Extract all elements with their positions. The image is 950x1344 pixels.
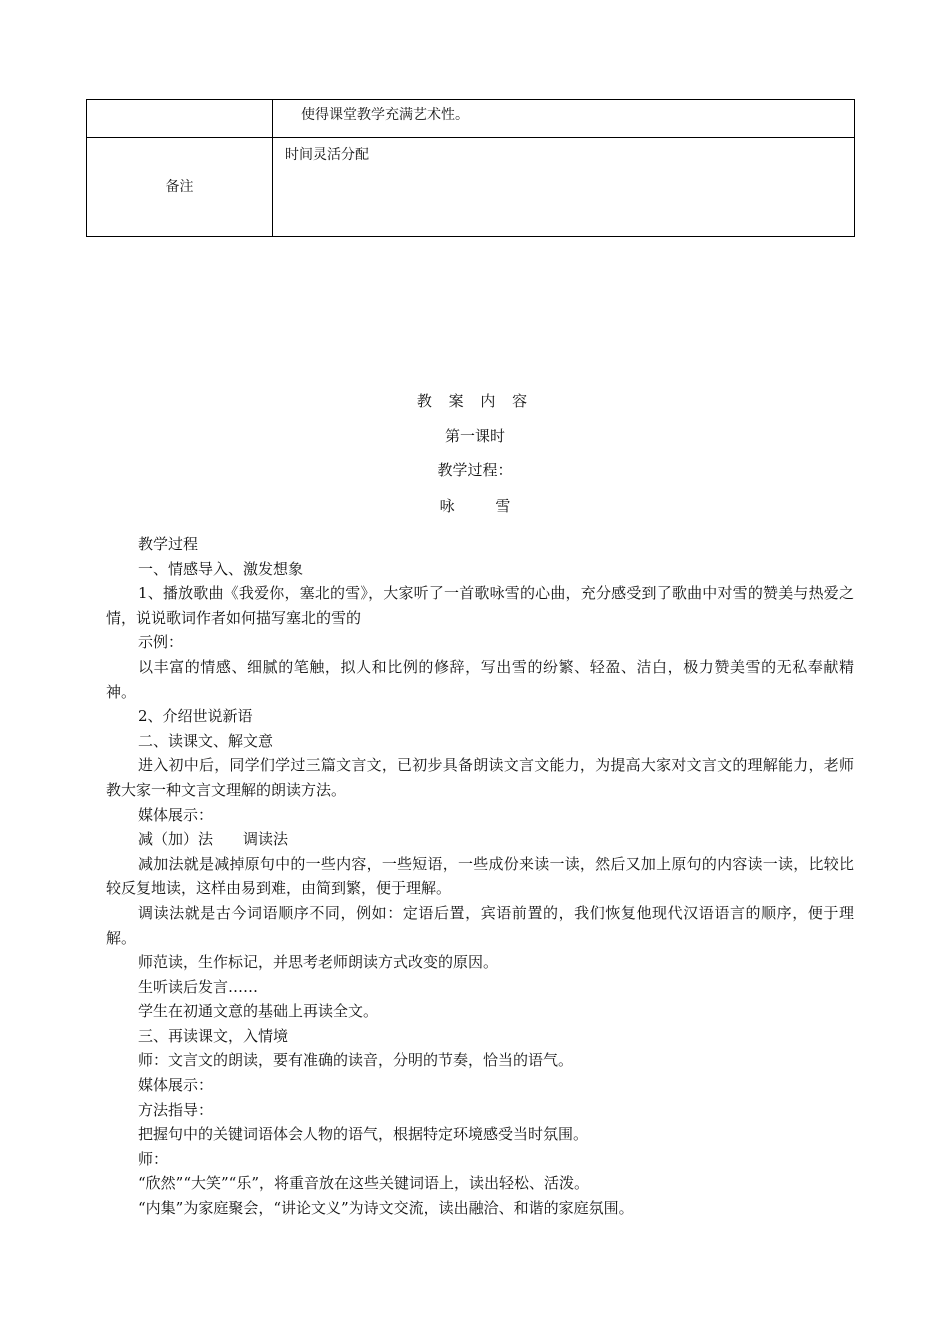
table-row (87, 138, 855, 237)
table-content-text: 使得课堂教学充满艺术性。 (301, 107, 469, 123)
notes-label: 备注 (165, 179, 194, 195)
paragraph: 把握句中的关键词语体会人物的语气，根据特定环境感受当时氛围。 (138, 1125, 589, 1144)
table-label-cell (87, 100, 273, 138)
paragraph: “内集”为家庭聚会，“讲论文义”为诗文交流，读出融洽、和谐的家庭氛围。 (138, 1199, 634, 1218)
paragraph: 媒体展示： (138, 805, 214, 824)
notes-content: 时间灵活分配 (285, 147, 369, 163)
main-heading: 教 案 内 容 (416, 392, 534, 410)
paragraph: 示例： (138, 633, 184, 652)
paragraph: 1、播放歌曲《我爱你，塞北的雪》，大家听了一首歌咏雪的心曲，充分感受到了歌曲中对雪的赞美与热爱之情，说说歌词作者如何描写塞北的雪的 (106, 584, 854, 627)
paragraph: “欣然”“大笑”“乐”，将重音放在这些关键词语上，读出轻松、活泼。 (138, 1174, 590, 1193)
lesson-body (106, 532, 854, 1221)
paragraph: 教学过程 (138, 535, 199, 553)
process-heading: 教学过程： (437, 461, 513, 479)
notes-content-cell (273, 138, 855, 237)
lesson-heading: 第一课时 (444, 427, 505, 445)
lesson-info-table (86, 99, 855, 237)
paragraph: 以丰富的情感、细腻的笔触，拟人和比例的修辞，写出雪的纷繁、轻盈、洁白，极力赞美雪的无私奉献精神。 (106, 657, 854, 701)
paragraph: 二、读课文、解文意 (138, 731, 274, 750)
paragraph: 媒体展示： (138, 1076, 214, 1095)
table-row (87, 100, 855, 138)
paragraph: 减加法就是减掉原句中的一些内容，一些短语，一些成份来读一读，然后又加上原句的内容读一读，比较比较反复地读，这样由易到难，由简到繁，便于理解。 (106, 854, 854, 898)
paragraph: 师：文言文的朗读，要有准确的读音，分明的节奏，恰当的语气。 (138, 1051, 574, 1070)
paragraph: 一、情感导入、激发想象 (138, 559, 304, 578)
table-content-cell (273, 100, 855, 138)
paragraph: 三、再读课文，入情境 (138, 1026, 289, 1045)
paragraph: 减（加）法 调读法 (138, 830, 289, 849)
paragraph: 调读法就是古今词语顺序不同，例如：定语后置，宾语前置的，我们恢复他现代汉语语言的顺序，便于理解。 (106, 903, 854, 947)
text-title: 咏 雪 (439, 497, 529, 515)
paragraph: 进入初中后，同学们学过三篇文言文，已初步具备朗读文言文能力，为提高大家对文言文的理解能力，老师教大家一种文言文理解的朗读方法。 (106, 756, 854, 799)
paragraph: 学生在初通文意的基础上再读全文。 (138, 1002, 379, 1021)
paragraph: 2、介绍世说新语 (138, 707, 253, 726)
paragraph: 师： (138, 1149, 169, 1168)
paragraph: 方法指导： (138, 1100, 214, 1119)
notes-label-cell (87, 138, 273, 237)
paragraph: 师范读，生作标记，并思考老师朗读方式改变的原因。 (138, 953, 499, 972)
paragraph: 生听读后发言…… (138, 977, 259, 996)
